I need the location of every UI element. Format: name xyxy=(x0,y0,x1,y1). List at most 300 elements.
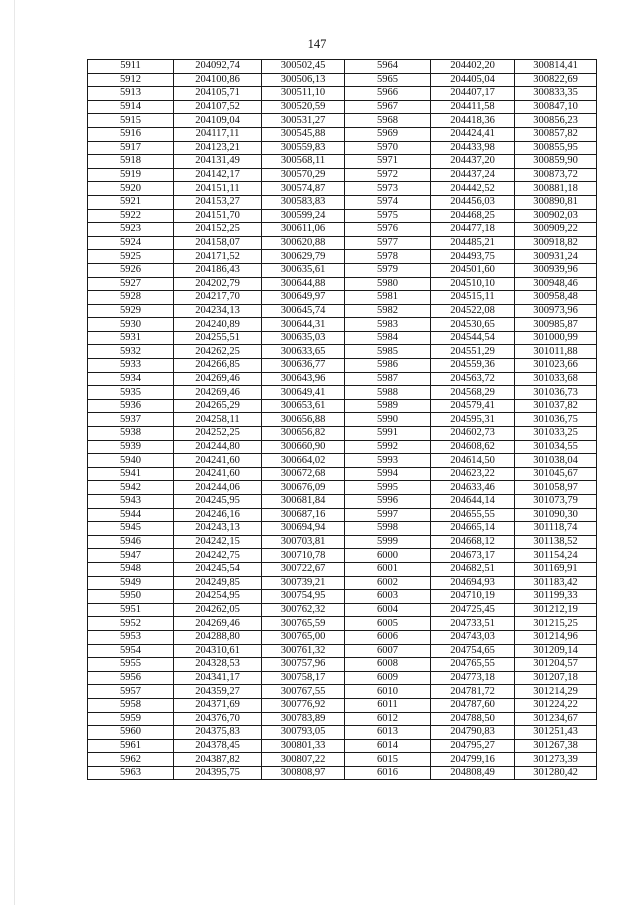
table-cell-x-coordinate: 204269,46 xyxy=(174,386,262,400)
table-cell-x-coordinate: 204241,60 xyxy=(174,467,262,481)
table-cell-y-coordinate: 300644,31 xyxy=(262,318,345,332)
table-cell-x-coordinate: 204765,55 xyxy=(431,658,515,672)
table-row xyxy=(88,712,597,726)
table-cell-point-number: 5925 xyxy=(88,250,174,264)
table-cell-x-coordinate: 204407,17 xyxy=(431,87,515,101)
table-cell-y-coordinate: 300620,88 xyxy=(262,236,345,250)
table-row xyxy=(88,440,597,454)
table-cell-x-coordinate: 204418,36 xyxy=(431,114,515,128)
table-row xyxy=(88,100,597,114)
table-cell-y-coordinate: 301214,29 xyxy=(515,685,597,699)
table-cell-x-coordinate: 204710,19 xyxy=(431,590,515,604)
table-row xyxy=(88,209,597,223)
table-cell-y-coordinate: 300531,27 xyxy=(262,114,345,128)
table-cell-y-coordinate: 301183,42 xyxy=(515,576,597,590)
table-cell-point-number: 5913 xyxy=(88,87,174,101)
table-cell-x-coordinate: 204579,41 xyxy=(431,399,515,413)
table-row xyxy=(88,685,597,699)
table-cell-y-coordinate: 300765,00 xyxy=(262,630,345,644)
table-cell-point-number: 6003 xyxy=(345,590,431,604)
table-cell-x-coordinate: 204258,11 xyxy=(174,413,262,427)
table-cell-x-coordinate: 204375,83 xyxy=(174,726,262,740)
table-cell-x-coordinate: 204262,05 xyxy=(174,603,262,617)
table-cell-point-number: 5952 xyxy=(88,617,174,631)
table-cell-y-coordinate: 301036,75 xyxy=(515,413,597,427)
table-cell-y-coordinate: 301207,18 xyxy=(515,671,597,685)
table-cell-point-number: 5992 xyxy=(345,440,431,454)
coordinates-table xyxy=(87,59,597,780)
table-cell-point-number: 5944 xyxy=(88,508,174,522)
table-cell-x-coordinate: 204244,06 xyxy=(174,481,262,495)
table-cell-point-number: 5995 xyxy=(345,481,431,495)
table-row xyxy=(88,644,597,658)
table-row xyxy=(88,698,597,712)
table-cell-x-coordinate: 204234,13 xyxy=(174,304,262,318)
table-cell-y-coordinate: 300611,06 xyxy=(262,223,345,237)
table-cell-point-number: 6001 xyxy=(345,562,431,576)
table-cell-x-coordinate: 204668,12 xyxy=(431,535,515,549)
table-cell-x-coordinate: 204773,18 xyxy=(431,671,515,685)
table-row xyxy=(88,195,597,209)
table-cell-x-coordinate: 204673,17 xyxy=(431,549,515,563)
table-cell-y-coordinate: 301023,66 xyxy=(515,359,597,373)
table-cell-x-coordinate: 204544,54 xyxy=(431,331,515,345)
table-cell-x-coordinate: 204402,20 xyxy=(431,60,515,74)
table-cell-y-coordinate: 301251,43 xyxy=(515,726,597,740)
table-cell-point-number: 5945 xyxy=(88,522,174,536)
table-cell-y-coordinate: 300574,87 xyxy=(262,182,345,196)
table-cell-y-coordinate: 300807,22 xyxy=(262,753,345,767)
table-cell-x-coordinate: 204254,95 xyxy=(174,590,262,604)
table-cell-point-number: 6013 xyxy=(345,726,431,740)
table-cell-y-coordinate: 300973,96 xyxy=(515,304,597,318)
table-cell-x-coordinate: 204186,43 xyxy=(174,263,262,277)
table-cell-y-coordinate: 300649,97 xyxy=(262,291,345,305)
table-cell-y-coordinate: 300757,96 xyxy=(262,658,345,672)
table-cell-y-coordinate: 300758,17 xyxy=(262,671,345,685)
table-cell-x-coordinate: 204433,98 xyxy=(431,141,515,155)
table-cell-y-coordinate: 300599,24 xyxy=(262,209,345,223)
table-cell-point-number: 5966 xyxy=(345,87,431,101)
table-cell-point-number: 6007 xyxy=(345,644,431,658)
table-cell-y-coordinate: 301118,74 xyxy=(515,522,597,536)
table-cell-x-coordinate: 204437,24 xyxy=(431,168,515,182)
table-cell-x-coordinate: 204378,45 xyxy=(174,739,262,753)
table-cell-x-coordinate: 204262,25 xyxy=(174,345,262,359)
table-row xyxy=(88,399,597,413)
table-cell-x-coordinate: 204092,74 xyxy=(174,60,262,74)
table-cell-y-coordinate: 300644,88 xyxy=(262,277,345,291)
table-cell-y-coordinate: 300633,65 xyxy=(262,345,345,359)
table-cell-y-coordinate: 301011,88 xyxy=(515,345,597,359)
table-cell-x-coordinate: 204252,25 xyxy=(174,427,262,441)
table-cell-point-number: 5931 xyxy=(88,331,174,345)
table-cell-point-number: 6005 xyxy=(345,617,431,631)
table-cell-x-coordinate: 204559,36 xyxy=(431,359,515,373)
table-cell-x-coordinate: 204633,46 xyxy=(431,481,515,495)
table-cell-x-coordinate: 204568,29 xyxy=(431,386,515,400)
table-cell-point-number: 5950 xyxy=(88,590,174,604)
table-cell-y-coordinate: 300762,32 xyxy=(262,603,345,617)
table-cell-y-coordinate: 300506,13 xyxy=(262,73,345,87)
table-cell-y-coordinate: 300722,67 xyxy=(262,562,345,576)
table-cell-point-number: 5928 xyxy=(88,291,174,305)
table-cell-x-coordinate: 204153,27 xyxy=(174,195,262,209)
table-cell-x-coordinate: 204240,89 xyxy=(174,318,262,332)
table-cell-y-coordinate: 301154,24 xyxy=(515,549,597,563)
table-cell-point-number: 5993 xyxy=(345,454,431,468)
table-cell-x-coordinate: 204799,16 xyxy=(431,753,515,767)
table-cell-point-number: 5926 xyxy=(88,263,174,277)
table-row xyxy=(88,590,597,604)
table-cell-y-coordinate: 300985,87 xyxy=(515,318,597,332)
table-cell-y-coordinate: 300645,74 xyxy=(262,304,345,318)
table-cell-point-number: 5983 xyxy=(345,318,431,332)
table-cell-x-coordinate: 204655,55 xyxy=(431,508,515,522)
table-row xyxy=(88,60,597,74)
table-cell-point-number: 5920 xyxy=(88,182,174,196)
table-cell-point-number: 6016 xyxy=(345,766,431,780)
table-cell-y-coordinate: 300918,82 xyxy=(515,236,597,250)
table-cell-y-coordinate: 301273,39 xyxy=(515,753,597,767)
table-cell-point-number: 5969 xyxy=(345,127,431,141)
table-cell-y-coordinate: 300822,69 xyxy=(515,73,597,87)
table-cell-point-number: 5934 xyxy=(88,372,174,386)
table-cell-point-number: 5946 xyxy=(88,535,174,549)
table-cell-point-number: 5936 xyxy=(88,399,174,413)
table-cell-x-coordinate: 204788,50 xyxy=(431,712,515,726)
table-cell-point-number: 5922 xyxy=(88,209,174,223)
table-row xyxy=(88,766,597,780)
table-cell-x-coordinate: 204395,75 xyxy=(174,766,262,780)
table-cell-y-coordinate: 300931,24 xyxy=(515,250,597,264)
table-cell-y-coordinate: 301280,42 xyxy=(515,766,597,780)
table-cell-y-coordinate: 300710,78 xyxy=(262,549,345,563)
table-cell-y-coordinate: 301212,19 xyxy=(515,603,597,617)
table-cell-y-coordinate: 300847,10 xyxy=(515,100,597,114)
table-cell-x-coordinate: 204371,69 xyxy=(174,698,262,712)
table-cell-x-coordinate: 204288,80 xyxy=(174,630,262,644)
table-cell-x-coordinate: 204682,51 xyxy=(431,562,515,576)
table-cell-point-number: 5972 xyxy=(345,168,431,182)
table-cell-y-coordinate: 300948,46 xyxy=(515,277,597,291)
table-row xyxy=(88,114,597,128)
table-cell-x-coordinate: 204608,62 xyxy=(431,440,515,454)
table-cell-point-number: 5939 xyxy=(88,440,174,454)
table-cell-x-coordinate: 204242,15 xyxy=(174,535,262,549)
table-cell-point-number: 5935 xyxy=(88,386,174,400)
table-cell-y-coordinate: 301036,73 xyxy=(515,386,597,400)
table-cell-point-number: 5971 xyxy=(345,155,431,169)
table-row xyxy=(88,386,597,400)
table-cell-point-number: 5975 xyxy=(345,209,431,223)
table-row xyxy=(88,630,597,644)
table-row xyxy=(88,359,597,373)
table-cell-x-coordinate: 204151,11 xyxy=(174,182,262,196)
table-cell-point-number: 5957 xyxy=(88,685,174,699)
table-cell-y-coordinate: 300856,23 xyxy=(515,114,597,128)
table-cell-point-number: 6014 xyxy=(345,739,431,753)
table-cell-y-coordinate: 300761,32 xyxy=(262,644,345,658)
table-cell-point-number: 5923 xyxy=(88,223,174,237)
table-cell-y-coordinate: 300676,09 xyxy=(262,481,345,495)
table-cell-point-number: 6008 xyxy=(345,658,431,672)
table-cell-y-coordinate: 300636,77 xyxy=(262,359,345,373)
table-cell-x-coordinate: 204411,58 xyxy=(431,100,515,114)
table-row xyxy=(88,522,597,536)
table-cell-y-coordinate: 300902,03 xyxy=(515,209,597,223)
table-cell-point-number: 5965 xyxy=(345,73,431,87)
table-cell-y-coordinate: 301204,57 xyxy=(515,658,597,672)
table-row xyxy=(88,495,597,509)
table-cell-x-coordinate: 204795,27 xyxy=(431,739,515,753)
table-cell-y-coordinate: 301138,52 xyxy=(515,535,597,549)
table-cell-x-coordinate: 204242,75 xyxy=(174,549,262,563)
table-cell-y-coordinate: 300635,03 xyxy=(262,331,345,345)
table-cell-point-number: 5940 xyxy=(88,454,174,468)
table-cell-y-coordinate: 300653,61 xyxy=(262,399,345,413)
table-row xyxy=(88,454,597,468)
table-cell-x-coordinate: 204255,51 xyxy=(174,331,262,345)
table-cell-point-number: 5954 xyxy=(88,644,174,658)
table-cell-y-coordinate: 300656,82 xyxy=(262,427,345,441)
table-cell-y-coordinate: 301215,25 xyxy=(515,617,597,631)
table-row xyxy=(88,562,597,576)
table-cell-x-coordinate: 204754,65 xyxy=(431,644,515,658)
table-cell-y-coordinate: 301034,55 xyxy=(515,440,597,454)
table-cell-x-coordinate: 204151,70 xyxy=(174,209,262,223)
table-cell-point-number: 5914 xyxy=(88,100,174,114)
table-cell-x-coordinate: 204266,85 xyxy=(174,359,262,373)
table-cell-point-number: 5955 xyxy=(88,658,174,672)
table-cell-point-number: 5968 xyxy=(345,114,431,128)
table-cell-point-number: 5958 xyxy=(88,698,174,712)
table-cell-x-coordinate: 204202,79 xyxy=(174,277,262,291)
table-cell-x-coordinate: 204376,70 xyxy=(174,712,262,726)
table-cell-y-coordinate: 300570,29 xyxy=(262,168,345,182)
table-cell-y-coordinate: 300687,16 xyxy=(262,508,345,522)
table-cell-point-number: 5918 xyxy=(88,155,174,169)
table-cell-point-number: 6000 xyxy=(345,549,431,563)
table-cell-x-coordinate: 204245,95 xyxy=(174,495,262,509)
table-cell-x-coordinate: 204244,80 xyxy=(174,440,262,454)
table-cell-x-coordinate: 204515,11 xyxy=(431,291,515,305)
table-row xyxy=(88,141,597,155)
table-cell-x-coordinate: 204152,25 xyxy=(174,223,262,237)
table-row xyxy=(88,345,597,359)
table-cell-y-coordinate: 300568,11 xyxy=(262,155,345,169)
table-cell-y-coordinate: 301214,96 xyxy=(515,630,597,644)
table-cell-y-coordinate: 301073,79 xyxy=(515,495,597,509)
table-cell-point-number: 5976 xyxy=(345,223,431,237)
table-cell-point-number: 5924 xyxy=(88,236,174,250)
table-cell-point-number: 5970 xyxy=(345,141,431,155)
table-row xyxy=(88,223,597,237)
table-cell-x-coordinate: 204158,07 xyxy=(174,236,262,250)
table-cell-x-coordinate: 204405,04 xyxy=(431,73,515,87)
table-row xyxy=(88,372,597,386)
table-cell-point-number: 5951 xyxy=(88,603,174,617)
table-cell-point-number: 5933 xyxy=(88,359,174,373)
table-cell-y-coordinate: 300783,89 xyxy=(262,712,345,726)
table-cell-x-coordinate: 204602,73 xyxy=(431,427,515,441)
table-row xyxy=(88,73,597,87)
table-cell-point-number: 5947 xyxy=(88,549,174,563)
table-row xyxy=(88,617,597,631)
table-cell-y-coordinate: 301000,99 xyxy=(515,331,597,345)
table-row xyxy=(88,304,597,318)
table-cell-y-coordinate: 300643,96 xyxy=(262,372,345,386)
table-cell-point-number: 5949 xyxy=(88,576,174,590)
table-cell-x-coordinate: 204456,03 xyxy=(431,195,515,209)
table-cell-point-number: 5990 xyxy=(345,413,431,427)
table-cell-point-number: 5974 xyxy=(345,195,431,209)
table-cell-point-number: 5959 xyxy=(88,712,174,726)
table-cell-point-number: 5943 xyxy=(88,495,174,509)
table-cell-point-number: 5930 xyxy=(88,318,174,332)
table-cell-point-number: 5915 xyxy=(88,114,174,128)
table-cell-y-coordinate: 300635,61 xyxy=(262,263,345,277)
table-cell-x-coordinate: 204171,52 xyxy=(174,250,262,264)
table-cell-point-number: 6004 xyxy=(345,603,431,617)
table-cell-y-coordinate: 300793,05 xyxy=(262,726,345,740)
table-row xyxy=(88,318,597,332)
table-cell-y-coordinate: 300814,41 xyxy=(515,60,597,74)
table-cell-y-coordinate: 300629,79 xyxy=(262,250,345,264)
table-cell-point-number: 5956 xyxy=(88,671,174,685)
table-row xyxy=(88,236,597,250)
table-cell-x-coordinate: 204249,85 xyxy=(174,576,262,590)
table-cell-y-coordinate: 300808,97 xyxy=(262,766,345,780)
table-cell-point-number: 5948 xyxy=(88,562,174,576)
table-cell-x-coordinate: 204725,45 xyxy=(431,603,515,617)
table-cell-point-number: 5980 xyxy=(345,277,431,291)
table-cell-point-number: 5979 xyxy=(345,263,431,277)
table-cell-point-number: 5998 xyxy=(345,522,431,536)
table-cell-x-coordinate: 204269,46 xyxy=(174,617,262,631)
table-row xyxy=(88,182,597,196)
table-cell-x-coordinate: 204485,21 xyxy=(431,236,515,250)
table-cell-point-number: 5988 xyxy=(345,386,431,400)
table-cell-x-coordinate: 204442,52 xyxy=(431,182,515,196)
table-cell-y-coordinate: 300767,55 xyxy=(262,685,345,699)
table-cell-y-coordinate: 300833,35 xyxy=(515,87,597,101)
table-cell-y-coordinate: 300765,59 xyxy=(262,617,345,631)
table-row xyxy=(88,603,597,617)
table-cell-point-number: 5977 xyxy=(345,236,431,250)
table-cell-y-coordinate: 301267,38 xyxy=(515,739,597,753)
table-cell-y-coordinate: 301224,22 xyxy=(515,698,597,712)
table-cell-x-coordinate: 204246,16 xyxy=(174,508,262,522)
table-cell-y-coordinate: 300660,90 xyxy=(262,440,345,454)
table-cell-x-coordinate: 204109,04 xyxy=(174,114,262,128)
table-cell-y-coordinate: 300559,83 xyxy=(262,141,345,155)
table-cell-x-coordinate: 204781,72 xyxy=(431,685,515,699)
table-cell-x-coordinate: 204623,22 xyxy=(431,467,515,481)
table-cell-y-coordinate: 300520,59 xyxy=(262,100,345,114)
table-cell-point-number: 5960 xyxy=(88,726,174,740)
table-cell-y-coordinate: 301169,91 xyxy=(515,562,597,576)
table-cell-x-coordinate: 204131,49 xyxy=(174,155,262,169)
table-cell-y-coordinate: 300881,18 xyxy=(515,182,597,196)
table-cell-x-coordinate: 204551,29 xyxy=(431,345,515,359)
table-cell-x-coordinate: 204107,52 xyxy=(174,100,262,114)
table-cell-point-number: 5921 xyxy=(88,195,174,209)
table-cell-point-number: 5986 xyxy=(345,359,431,373)
table-cell-x-coordinate: 204743,03 xyxy=(431,630,515,644)
table-cell-x-coordinate: 204359,27 xyxy=(174,685,262,699)
table-row xyxy=(88,549,597,563)
table-cell-x-coordinate: 204100,86 xyxy=(174,73,262,87)
table-cell-x-coordinate: 204790,83 xyxy=(431,726,515,740)
table-cell-point-number: 5981 xyxy=(345,291,431,305)
table-cell-x-coordinate: 204265,29 xyxy=(174,399,262,413)
table-cell-point-number: 5917 xyxy=(88,141,174,155)
table-cell-point-number: 5953 xyxy=(88,630,174,644)
table-row xyxy=(88,658,597,672)
table-cell-point-number: 6015 xyxy=(345,753,431,767)
table-cell-point-number: 5997 xyxy=(345,508,431,522)
table-row xyxy=(88,481,597,495)
table-cell-y-coordinate: 300664,02 xyxy=(262,454,345,468)
table-row xyxy=(88,753,597,767)
table-cell-x-coordinate: 204310,61 xyxy=(174,644,262,658)
table-cell-y-coordinate: 301090,30 xyxy=(515,508,597,522)
table-cell-y-coordinate: 300502,45 xyxy=(262,60,345,74)
table-cell-y-coordinate: 300909,22 xyxy=(515,223,597,237)
table-cell-x-coordinate: 204694,93 xyxy=(431,576,515,590)
table-cell-x-coordinate: 204808,49 xyxy=(431,766,515,780)
table-cell-point-number: 5929 xyxy=(88,304,174,318)
table-cell-y-coordinate: 300857,82 xyxy=(515,127,597,141)
table-cell-y-coordinate: 301037,82 xyxy=(515,399,597,413)
table-row xyxy=(88,671,597,685)
table-row xyxy=(88,427,597,441)
table-cell-point-number: 6012 xyxy=(345,712,431,726)
table-cell-point-number: 5912 xyxy=(88,73,174,87)
table-cell-x-coordinate: 204437,20 xyxy=(431,155,515,169)
table-cell-point-number: 5941 xyxy=(88,467,174,481)
table-cell-x-coordinate: 204241,60 xyxy=(174,454,262,468)
table-cell-point-number: 6011 xyxy=(345,698,431,712)
table-cell-y-coordinate: 301045,67 xyxy=(515,467,597,481)
table-cell-y-coordinate: 301033,68 xyxy=(515,372,597,386)
table-cell-x-coordinate: 204733,51 xyxy=(431,617,515,631)
table-cell-y-coordinate: 300672,68 xyxy=(262,467,345,481)
table-cell-y-coordinate: 300801,33 xyxy=(262,739,345,753)
table-cell-y-coordinate: 300958,48 xyxy=(515,291,597,305)
table-cell-x-coordinate: 204269,46 xyxy=(174,372,262,386)
table-cell-y-coordinate: 300545,88 xyxy=(262,127,345,141)
table-cell-y-coordinate: 300649,41 xyxy=(262,386,345,400)
table-cell-point-number: 5938 xyxy=(88,427,174,441)
table-cell-point-number: 5961 xyxy=(88,739,174,753)
table-cell-point-number: 5911 xyxy=(88,60,174,74)
table-cell-y-coordinate: 300656,88 xyxy=(262,413,345,427)
table-cell-point-number: 5978 xyxy=(345,250,431,264)
table-row xyxy=(88,87,597,101)
table-row xyxy=(88,467,597,481)
table-cell-y-coordinate: 300873,72 xyxy=(515,168,597,182)
table-cell-point-number: 5962 xyxy=(88,753,174,767)
table-cell-y-coordinate: 300739,21 xyxy=(262,576,345,590)
scan-edge-line xyxy=(14,0,15,905)
table-row xyxy=(88,331,597,345)
table-cell-y-coordinate: 300754,95 xyxy=(262,590,345,604)
table-row xyxy=(88,508,597,522)
table-cell-y-coordinate: 300890,81 xyxy=(515,195,597,209)
table-cell-point-number: 6002 xyxy=(345,576,431,590)
